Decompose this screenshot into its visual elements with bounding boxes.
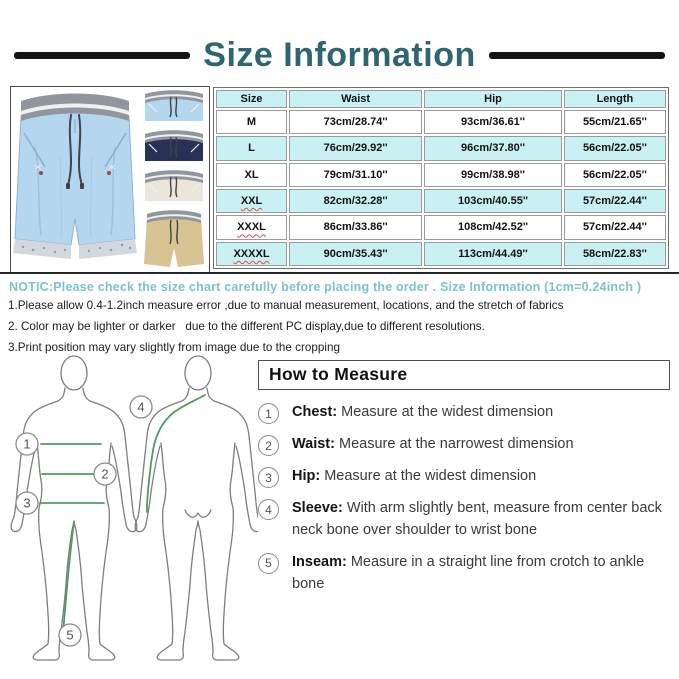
value-cell: 57cm/22.44''	[564, 189, 666, 213]
size-cell: XL	[216, 163, 287, 187]
product-color-thumbnails	[143, 87, 207, 273]
measure-item	[258, 433, 670, 456]
measure-item-number: 5	[258, 553, 279, 574]
value-cell: 57cm/22.44''	[564, 215, 666, 239]
size-cell: XXXL	[216, 215, 287, 239]
product-photo-main	[11, 87, 143, 273]
value-cell: 96cm/37.80''	[424, 136, 562, 160]
measure-item-text: Inseam: Measure in a straight line from crotch to ankle bone	[292, 553, 645, 593]
measure-item	[258, 401, 670, 424]
measure-item-text: Hip: Measure at the widest dimension	[292, 468, 537, 484]
value-cell: 82cm/32.28''	[289, 189, 422, 213]
marker-inseam	[59, 624, 81, 646]
measure-item-number: 4	[258, 499, 279, 520]
value-cell: 90cm/35.43''	[289, 242, 422, 266]
table-row	[216, 110, 666, 134]
value-cell: 86cm/33.86''	[289, 215, 422, 239]
measure-item-text: Sleeve: With arm slightly bent, measure from center back neck bone over shoulder to wrist bone	[292, 500, 662, 539]
page-title: Size Information	[203, 35, 476, 74]
value-cell: 56cm/22.05''	[564, 163, 666, 187]
column-header: Hip	[424, 90, 562, 108]
sleeve-line	[147, 395, 205, 512]
title-right-dash	[489, 52, 665, 59]
value-cell: 58cm/22.83''	[564, 242, 666, 266]
table-row	[216, 189, 666, 213]
variant-thumbnail-light-blue	[143, 88, 207, 126]
title-row	[0, 26, 679, 84]
how-to-measure-section	[258, 360, 670, 605]
notice-note: 1.Please allow 0.4-1.2inch measure error ,due to manual measurement, locations, and the stretch of fabrics	[8, 299, 564, 312]
column-header: Length	[564, 90, 666, 108]
measure-item	[258, 551, 670, 596]
variant-thumbnail-cream	[143, 168, 207, 206]
value-cell: 113cm/44.49''	[424, 242, 562, 266]
notice-note: 2. Color may be lighter or darker due to the different PC display,due to different resolutions.	[8, 320, 485, 333]
notice-headline: NOTIC:Please check the size chart carefully before placing the order . Size Information (1cm=0.24inch )	[9, 280, 642, 294]
shorts-main-illustration	[11, 87, 143, 271]
table-row	[216, 242, 666, 266]
value-cell: 108cm/42.52''	[424, 215, 562, 239]
measure-item-number: 1	[258, 403, 279, 424]
svg-text:3: 3	[23, 495, 31, 511]
svg-text:2: 2	[101, 466, 109, 482]
marker-hip	[16, 492, 38, 514]
product-photo	[10, 86, 210, 274]
table-row	[216, 215, 666, 239]
size-table-wrap	[213, 87, 669, 269]
value-cell: 93cm/36.61''	[424, 110, 562, 134]
table-row	[216, 163, 666, 187]
column-header: Size	[216, 90, 287, 108]
size-cell: XXL	[216, 189, 287, 213]
svg-text:5: 5	[66, 627, 74, 643]
value-cell: 55cm/21.65''	[564, 110, 666, 134]
measure-item-text: Chest: Measure at the widest dimension	[292, 404, 554, 420]
table-row	[216, 136, 666, 160]
notice-note: 3.Print position may vary slightly from image due to the cropping	[8, 341, 340, 354]
measure-item-text: Waist: Measure at the narrowest dimension	[292, 436, 574, 452]
size-table-header-row	[216, 90, 666, 108]
marker-sleeve	[130, 396, 152, 418]
variant-thumbnail-navy	[143, 128, 207, 166]
size-cell: XXXXL	[216, 242, 287, 266]
size-cell: M	[216, 110, 287, 134]
value-cell: 76cm/29.92''	[289, 136, 422, 160]
title-left-dash	[14, 52, 190, 59]
how-to-measure-title: How to Measure	[258, 360, 670, 390]
marker-waist	[94, 463, 116, 485]
value-cell: 56cm/22.05''	[564, 136, 666, 160]
column-header: Waist	[289, 90, 422, 108]
marker-chest	[16, 433, 38, 455]
value-cell: 73cm/28.74''	[289, 110, 422, 134]
measure-item	[258, 465, 670, 488]
svg-text:4: 4	[137, 399, 145, 415]
value-cell: 79cm/31.10''	[289, 163, 422, 187]
size-table	[213, 87, 669, 269]
value-cell: 99cm/38.98''	[424, 163, 562, 187]
measure-item-number: 3	[258, 467, 279, 488]
size-cell: L	[216, 136, 287, 160]
measure-item-number: 2	[258, 435, 279, 456]
how-to-measure-list	[258, 401, 670, 596]
section-divider	[0, 272, 679, 274]
value-cell: 103cm/40.55''	[424, 189, 562, 213]
measure-item	[258, 497, 670, 542]
measurement-body-diagram	[8, 350, 258, 677]
svg-text:1: 1	[23, 436, 31, 452]
